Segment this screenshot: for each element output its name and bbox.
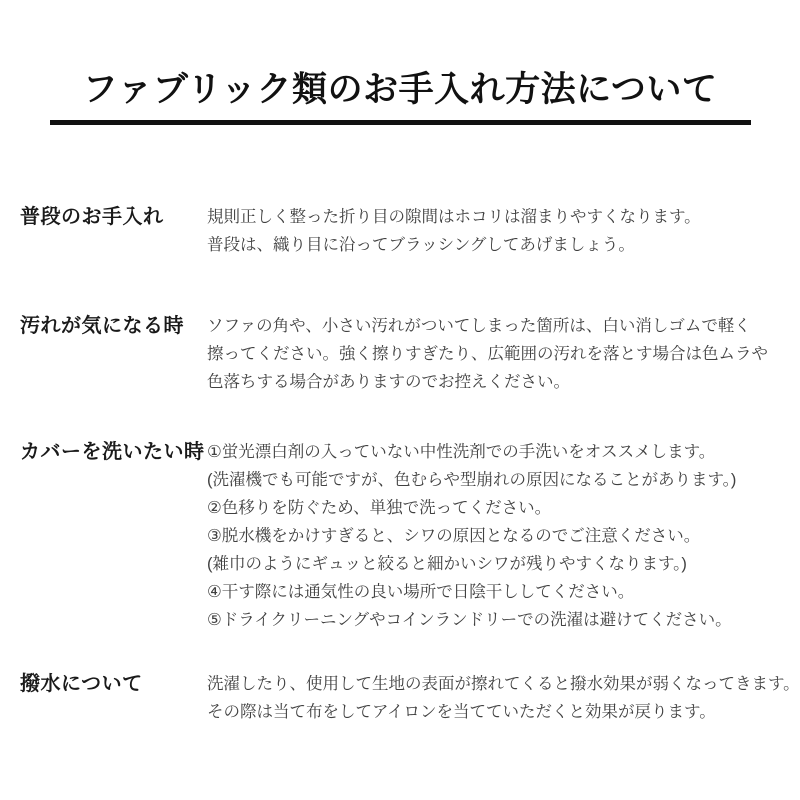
section-stains-heading: 汚れが気になる時 xyxy=(20,315,184,337)
body-line: ④干す際には通気性の良い場所で日陰干ししてください。 xyxy=(207,583,635,601)
section-washing-cover xyxy=(20,438,780,634)
page-title: ファブリック類のお手入れ方法について xyxy=(82,70,718,109)
body-line: 規則正しく整った折り目の隙間はホコリは溜まりやすくなります。 xyxy=(207,208,701,226)
body-line: ①蛍光漂白剤の入っていない中性洗剤での手洗いをオススメします。 xyxy=(207,443,716,461)
body-line: 色落ちする場合がありますのでお控えください。 xyxy=(207,373,570,391)
body-line: ⑤ドライクリーニングやコインランドリーでの洗濯は避けてください。 xyxy=(207,611,732,629)
body-line: (洗濯機でも可能ですが、色むらや型崩れの原因になることがあります。) xyxy=(207,471,737,489)
body-line: 普段は、織り目に沿ってブラッシングしてあげましょう。 xyxy=(207,236,635,254)
section-washing-cover-body xyxy=(207,438,780,634)
body-line: その際は当て布をしてアイロンを当てていただくと効果が戻ります。 xyxy=(207,703,716,721)
section-water-repellency-body xyxy=(207,670,800,726)
page-header xyxy=(0,70,800,125)
section-stains-body xyxy=(207,312,780,396)
section-washing-cover-heading: カバーを洗いたい時 xyxy=(20,441,205,463)
section-daily-care xyxy=(20,203,780,259)
section-water-repellency-heading: 撥水について xyxy=(20,673,143,695)
section-stains xyxy=(20,312,780,396)
body-line: (雑巾のようにギュッと絞ると細かいシワが残りやすくなります。) xyxy=(207,555,687,573)
body-line: 擦ってください。強く擦りすぎたり、広範囲の汚れを落とす場合は色ムラや xyxy=(207,345,768,363)
section-water-repellency xyxy=(20,670,800,726)
body-line: 洗濯したり、使用して生地の表面が擦れてくると撥水効果が弱くなってきます。 xyxy=(207,675,800,693)
care-sections xyxy=(0,203,800,726)
section-daily-care-heading: 普段のお手入れ xyxy=(20,206,164,228)
body-line: ②色移りを防ぐため、単独で洗ってください。 xyxy=(207,499,552,517)
body-line: ソファの角や、小さい汚れがついてしまった箇所は、白い消しゴムで軽く xyxy=(207,317,751,335)
body-line: ③脱水機をかけすぎると、シワの原因となるのでご注意ください。 xyxy=(207,527,701,545)
section-daily-care-body xyxy=(207,203,780,259)
title-underline xyxy=(50,120,751,125)
